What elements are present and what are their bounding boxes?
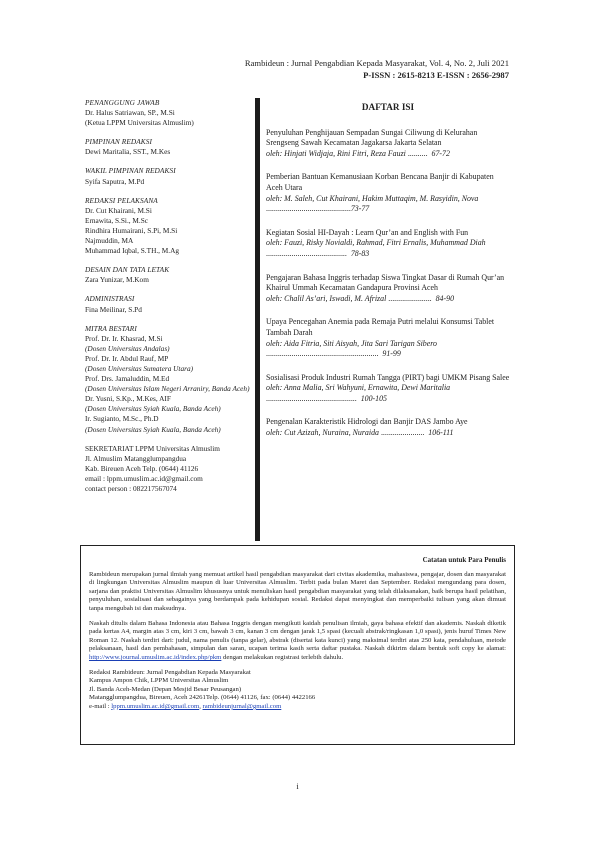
toc-entry-title: Pengajaran Bahasa Inggris terhadap Siswa Tingkat Dasar di Rumah Qur’an Khairul Ummah Kecamatan Gandapura Provinsi Aceh: [266, 272, 505, 293]
toc-entry-pages: 106-111: [428, 428, 454, 438]
reviewer-affiliation: (Dosen Universitas Syiah Kuala, Banda Aceh): [85, 424, 221, 434]
notes-paragraph: [89, 620, 506, 663]
section-heading: WAKIL PIMPINAN REDAKSI: [85, 166, 176, 176]
toc-entry[interactable]: [266, 128, 510, 160]
toc-entry-title: Pengenalan Karakteristik Hidrologi dan Banjir DAS Jambo Aye: [266, 417, 468, 427]
toc-entry-title: Sosialisasi Produk Industri Rumah Tangga (PIRT) bagi UMKM Pisang Salee: [266, 372, 510, 382]
email-label: e-mail :: [89, 702, 112, 710]
toc-entry-title: Pemberian Bantuan Kemanusiaan Korban Bencana Banjir di Kabupaten Aceh Utara: [266, 172, 494, 192]
email-separator: ,: [199, 702, 203, 710]
toc-entry-authors-line: [266, 194, 510, 215]
toc-entry-authors: oleh: Hinjati Widjaja, Rini Fitri, Reza Fauzi: [266, 148, 406, 158]
page-number: i: [296, 781, 299, 791]
toc-entry[interactable]: [266, 417, 510, 438]
redaksi-address: [89, 669, 506, 712]
toc-entry-authors: oleh: Chalil As’ari, Iswadi, M. Afrizal: [266, 293, 387, 303]
redaksi-pelaksana-section: [85, 196, 255, 257]
issn-line: P-ISSN : 2615-8213 E-ISSN : 2656-2987: [363, 70, 509, 80]
toc-entry-pages: 84-90: [435, 293, 455, 303]
email-link-rambideun[interactable]: rambideunjurnal@gmail.com: [202, 702, 282, 710]
sekretariat-address: Kab. Bireuen Aceh Telp. (0644) 41126: [85, 463, 199, 473]
board-member: Najmuddin, MA: [85, 236, 134, 246]
notes-paragraph-tail: dengan melakukan registrasi terlebih dahulu.: [221, 653, 344, 661]
toc-entry-pages: 73-77: [350, 204, 370, 214]
column-divider: [255, 98, 260, 541]
notes-paragraph: Rambideun merupakan jurnal ilmiah yang memuat artikel hasil pengabdian masyarakat dari civitas akademika, mahasiswa, pengajar, dosen dan masyarakat di lingkungan Universitas Almuslim maupun di luar Universitas Almuslim. Terbit pada bulan Maret dan September. Redaksi mengundang para dosen, sarjana dan praktisi Universitas Almuslim khususnya untuk menuliskan hasil pengabdian masyarakat yang telah dilaksanakan, baik berupa hasil pelatihan, penyuluhan, sosialisasi dan sebagainya yang berdampak pada kehidupan sosial. Redaksi dapat menyingkat dan memperbaiki tulisan yang akan dimuat tanpa mengubah isi dan maksudnya.: [89, 570, 506, 612]
toc-entry-authors-line: [266, 428, 510, 439]
toc-entry-pages: 78-83: [350, 248, 370, 258]
table-of-contents: [266, 98, 510, 452]
toc-leader-dots: ......................: [386, 293, 432, 303]
reviewer-affiliation: (Dosen Universitas Syiah Kuala, Banda Aceh): [85, 404, 221, 414]
reviewer-affiliation: (Dosen Universitas Sumatera Utara): [85, 363, 194, 373]
address-line: Jl. Banda Aceh-Medan (Depan Mesjid Besar Peusangan): [89, 685, 242, 693]
toc-leader-dots: .........................................................: [266, 349, 379, 359]
toc-entry-authors: oleh: Aida Fitria, Siti Aisyah, Jita Sari Tarigan Sibero: [266, 338, 437, 348]
journal-header: [245, 57, 509, 81]
board-member: Fina Meilinar, S.Pd: [85, 304, 142, 314]
sekretariat-address: Jl. Almuslim Matangglumpangdua: [85, 453, 187, 463]
toc-entry-authors-line: [266, 294, 510, 305]
board-member: Muhammad Iqbal, S.TH., M.Ag: [85, 246, 180, 256]
notes-paragraph-text: Naskah ditulis dalam Bahasa Indonesia atau Bahasa Inggris dengan mengikuti kaidah penulisan ilmiah, gaya bahasa efektif dan akademis. Naskah diketik pada kertas A4, margin atas 3 cm, kiri 3 cm, bawah 3 cm, kanan 3 cm dengan jarak 1,5 spasi (kecuali abstrak/ringkasan 1,0 spasi), jenis huruf Times New Roman 12. Naskah terdiri dari: judul, nama penulis (tanpa gelar), abstrak (disertai kata kunci) yang maksimal terdiri atas 250 kata, pendahuluan, metode pelaksanaan, hasil dan pembahasan, simpulan dan saran, ucapan terima kasih serta daftar pustaka. Naskah dikirim dalam bentuk soft copy ke alamat:: [89, 619, 506, 653]
editorial-board: [85, 98, 255, 503]
board-member: Zara Yunizar, M.Kom: [85, 275, 149, 285]
sekretariat-heading: SEKRETARIAT LPPM Universitas Almuslim: [85, 443, 220, 453]
toc-entry-pages: 91-99: [382, 349, 401, 359]
journal-citation: Rambideun : Jurnal Pengabdian Kepada Masyarakat, Vol. 4, No. 2, Juli 2021: [244, 58, 509, 68]
author-notes-box: [80, 545, 515, 745]
toc-entry-pages: 67-72: [431, 148, 450, 158]
reviewer-name: Prof. Drs. Jamaluddin, M.Ed: [85, 374, 170, 384]
journal-link[interactable]: http://www.journal.umuslim.ac.id/index.php/pkm: [89, 653, 222, 661]
board-member: Ernawita, S.Si., M.Sc: [85, 215, 149, 225]
section-heading: ADMINISTRASI: [85, 294, 135, 304]
toc-leader-dots: ......................: [378, 428, 425, 438]
board-member: Dr. Cut Khairani, M.Si: [85, 205, 152, 215]
reviewer-name: Prof. Dr. Ir. Abdul Rauf, MP: [85, 353, 169, 363]
penanggung-jawab-section: [85, 98, 255, 128]
toc-entry-authors-line: [266, 339, 510, 360]
toc-entry-authors-line: [266, 149, 510, 160]
board-member: Rindhira Humairani, S.Pi, M.Si: [85, 225, 178, 235]
toc-entry-authors-line: [266, 238, 510, 259]
sekretariat-email: email : lppm.umuslim.ac.id@gmail.com: [85, 473, 203, 483]
pimpinan-redaksi-section: [85, 137, 255, 157]
address-line: Redaksi Rambideun: Jurnal Pengabdian Kepada Masyarakat: [89, 668, 251, 676]
toc-entry-authors: oleh: Cut Azizah, Nuraina, Nuraida: [266, 428, 379, 438]
section-heading: REDAKSI PELAKSANA: [85, 195, 158, 205]
email-link-lppm[interactable]: lppm.umuslim.ac.id@gmail.com: [111, 702, 200, 710]
reviewer-affiliation: (Dosen Universitas Islam Negeri Arraniry, Banda Aceh): [85, 384, 250, 394]
toc-entry-title: Kegiatan Sosial HI-Dayah : Learn Qur’an and English with Fun: [266, 227, 469, 237]
toc-entry[interactable]: [266, 317, 510, 359]
toc-entry-authors-line: [266, 383, 510, 404]
board-member-role: (Ketua LPPM Universitas Almuslim): [85, 118, 194, 128]
toc-leader-dots: ..........: [405, 148, 428, 158]
reviewer-name: Dr. Yusni, S.Kp., M.Kes, AIF: [85, 394, 171, 404]
notes-title: Catatan untuk Para Penulis: [422, 556, 506, 564]
mitra-bestari-section: [85, 324, 255, 435]
sekretariat-contact: contact person : 082217567074: [85, 484, 177, 493]
reviewer-name: Ir. Sugianto, M.Sc., Ph.D: [85, 414, 159, 424]
address-line: Kampus Ampon Chik, LPPM Universitas Almuslim: [89, 677, 229, 685]
toc-entry-pages: 100-105: [360, 393, 388, 403]
toc-entry[interactable]: [266, 172, 510, 214]
toc-entry-authors: oleh: Fauzi, Risky Novialdi, Rahmad, Fitri Ernalis, Muhammad Diah: [266, 238, 486, 248]
toc-entry[interactable]: [266, 273, 510, 305]
board-member: Syifa Saputra, M.Pd: [85, 176, 145, 186]
toc-leader-dots: .........................................: [266, 248, 347, 258]
toc-entry-title: Upaya Pencegahan Anemia pada Remaja Putri melalui Konsumsi Tablet Tambah Darah: [266, 317, 495, 337]
toc-leader-dots: ...........................................: [266, 204, 351, 214]
wakil-pimpinan-section: [85, 166, 255, 186]
toc-title: DAFTAR ISI: [361, 102, 415, 112]
section-heading: MITRA BESTARI: [85, 323, 137, 333]
sekretariat-section: [85, 444, 255, 494]
section-heading: PENANGGUNG JAWAB: [85, 98, 160, 107]
reviewer-name: Prof. Dr. Ir. Khasrad, M.Si: [85, 333, 163, 343]
toc-entry-authors: oleh: Anna Malia, Sri Wahyuni, Ernawita, Dewi Maritalia: [266, 383, 451, 393]
desain-section: [85, 265, 255, 285]
section-heading: PIMPINAN REDAKSI: [85, 137, 153, 147]
board-member: Dewi Maritalia, SST., M.Kes: [85, 147, 171, 157]
administrasi-section: [85, 294, 255, 314]
toc-entry-title: Penyuluhan Penghijauan Sempadan Sungai Ciliwung di Kelurahan Srengseng Sawah Kecamatan Jagakarsa Jakarta Selatan: [266, 127, 478, 148]
toc-entry[interactable]: [266, 228, 510, 260]
toc-entry[interactable]: [266, 373, 510, 405]
board-member: Dr. Halus Satriawan, SP., M.Si: [85, 108, 175, 118]
email-line: [89, 703, 506, 712]
toc-entry-authors: oleh: M. Saleh, Cut Khairani, Hakim Muttaqim, M. Rasyidin, Nova: [266, 193, 479, 203]
toc-leader-dots: ..............................................: [266, 393, 357, 403]
address-line: Matangglumpangdua, Bireuen, Aceh 24261Telp. (0644) 41126, fax: (0644) 4422166: [89, 694, 316, 702]
reviewer-affiliation: (Dosen Universitas Andalas): [85, 343, 170, 353]
section-heading: DESAIN DAN TATA LETAK: [85, 265, 170, 275]
